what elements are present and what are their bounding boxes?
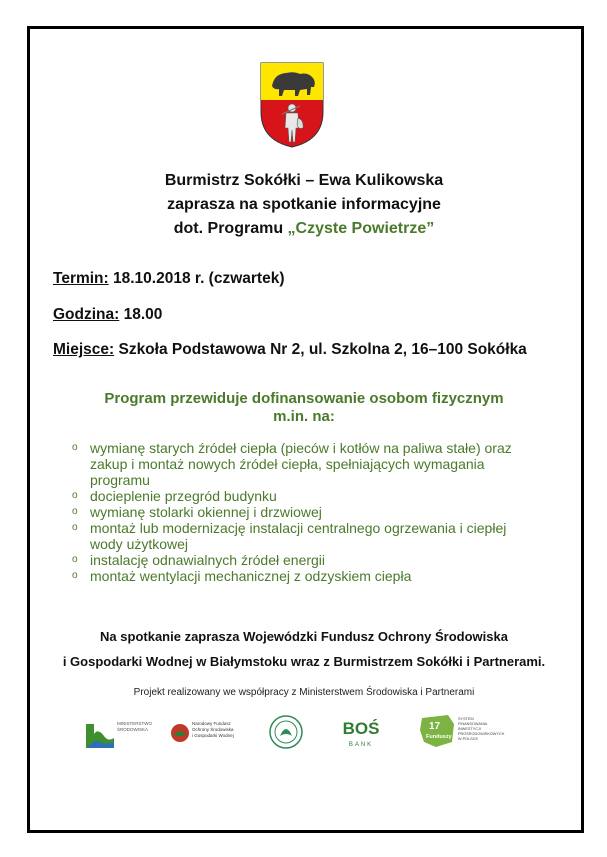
ministry-environment-logo bbox=[84, 718, 152, 750]
termin-label: Termin: bbox=[53, 270, 109, 287]
list-item-text: montaż wentylacji mechanicznej z odzyskiem ciepła bbox=[90, 568, 412, 584]
godzina-row bbox=[53, 306, 162, 324]
nfosigw-line-3: i Gospodarki Wodnej bbox=[192, 733, 234, 738]
termin-value: 18.10.2018 r. (czwartek) bbox=[108, 270, 285, 287]
list-item-text: wymianę stolarki okiennej i drzwiowej bbox=[90, 504, 322, 520]
bullet-icon: ο bbox=[72, 490, 78, 501]
ministry-line-2: ŚRODOWISKA bbox=[117, 727, 149, 732]
program-name: „Czyste Powietrze” bbox=[287, 220, 435, 237]
system-line-1: SYSTEM bbox=[458, 717, 474, 721]
list-item bbox=[72, 520, 542, 552]
program-intro-line-1: Program przewiduje dofinansowanie osobom fizycznym bbox=[104, 390, 504, 407]
heading-line-1: Burmistrz Sokółki – Ewa Kulikowska bbox=[164, 172, 444, 189]
heading-prefix: dot. Programu bbox=[173, 220, 288, 237]
list-item-text: instalację odnawialnych źródeł energii bbox=[90, 552, 326, 568]
godzina-label: Godzina: bbox=[53, 306, 120, 323]
bos-bank-label: BANK bbox=[348, 742, 374, 748]
miejsce-label: Miejsce: bbox=[53, 341, 115, 358]
bullet-icon: ο bbox=[72, 506, 78, 517]
list-item bbox=[72, 552, 542, 568]
list-item-text: montaż lub modernizację instalacji centralnego ogrzewania i ciepłej wody użytkowej bbox=[90, 520, 507, 552]
system-line-5: W POLSCE bbox=[458, 737, 479, 741]
nfosigw-logo bbox=[170, 718, 242, 748]
program-items-list bbox=[72, 440, 542, 584]
bos-bank-logo bbox=[336, 714, 386, 750]
invitation-line-1: Na spotkanie zaprasza Wojewódzki Fundusz Ochrony Środowiska bbox=[100, 629, 508, 644]
sokolka-coat-of-arms bbox=[260, 62, 324, 148]
bullet-icon: ο bbox=[72, 522, 78, 533]
heading-line-3 bbox=[27, 218, 581, 240]
bullet-icon: ο bbox=[72, 570, 78, 581]
funds-label: Funduszy bbox=[426, 734, 452, 740]
list-item-text: wymianę starych źródeł ciepła (pieców i kotłów na paliwa stałe) oraz zakup i montaż nowych źródeł ciepła, spełniających wymagania programu bbox=[90, 440, 512, 488]
wfosigw-logo bbox=[268, 714, 304, 750]
program-intro-line-2: m.in. na: bbox=[273, 408, 335, 425]
list-item bbox=[72, 568, 542, 584]
termin-row bbox=[53, 270, 285, 288]
list-item bbox=[72, 504, 542, 520]
ministry-line-1: MINISTERSTWO bbox=[117, 721, 152, 726]
bullet-icon: ο bbox=[72, 554, 78, 565]
godzina-value: 18.00 bbox=[119, 306, 163, 323]
system-line-3: INWESTYCJI bbox=[458, 727, 481, 731]
list-item bbox=[72, 440, 542, 488]
system-line-2: FINANSOWANIA bbox=[458, 722, 488, 726]
miejsce-row bbox=[53, 341, 527, 359]
invitation-line-2: i Gospodarki Wodnej w Białymstoku wraz z Burmistrzem Sokółki i Partnerami. bbox=[62, 654, 546, 669]
bullet-icon: ο bbox=[72, 442, 78, 453]
miejsce-value: Szkoła Podstawowa Nr 2, ul. Szkolna 2, 16–100 Sokółka bbox=[114, 341, 527, 358]
17-funduszy-logo bbox=[418, 712, 516, 750]
list-item bbox=[72, 488, 542, 504]
heading-line-2: zaprasza na spotkanie informacyjne bbox=[167, 196, 441, 213]
list-item-text: docieplenie przegród budynku bbox=[90, 488, 277, 504]
bos-bank-name: BOŚ bbox=[342, 719, 380, 738]
project-note: Projekt realizowany we współpracy z Ministerstwem Środowiska i Partnerami bbox=[133, 687, 475, 698]
funds-number: 17 bbox=[429, 721, 441, 732]
nfosigw-line-1: Narodowy Fundusz bbox=[192, 721, 231, 726]
system-line-4: PROŚRODOWISKOWYCH bbox=[458, 732, 505, 736]
nfosigw-line-2: Ochrony Środowiska bbox=[192, 727, 234, 732]
